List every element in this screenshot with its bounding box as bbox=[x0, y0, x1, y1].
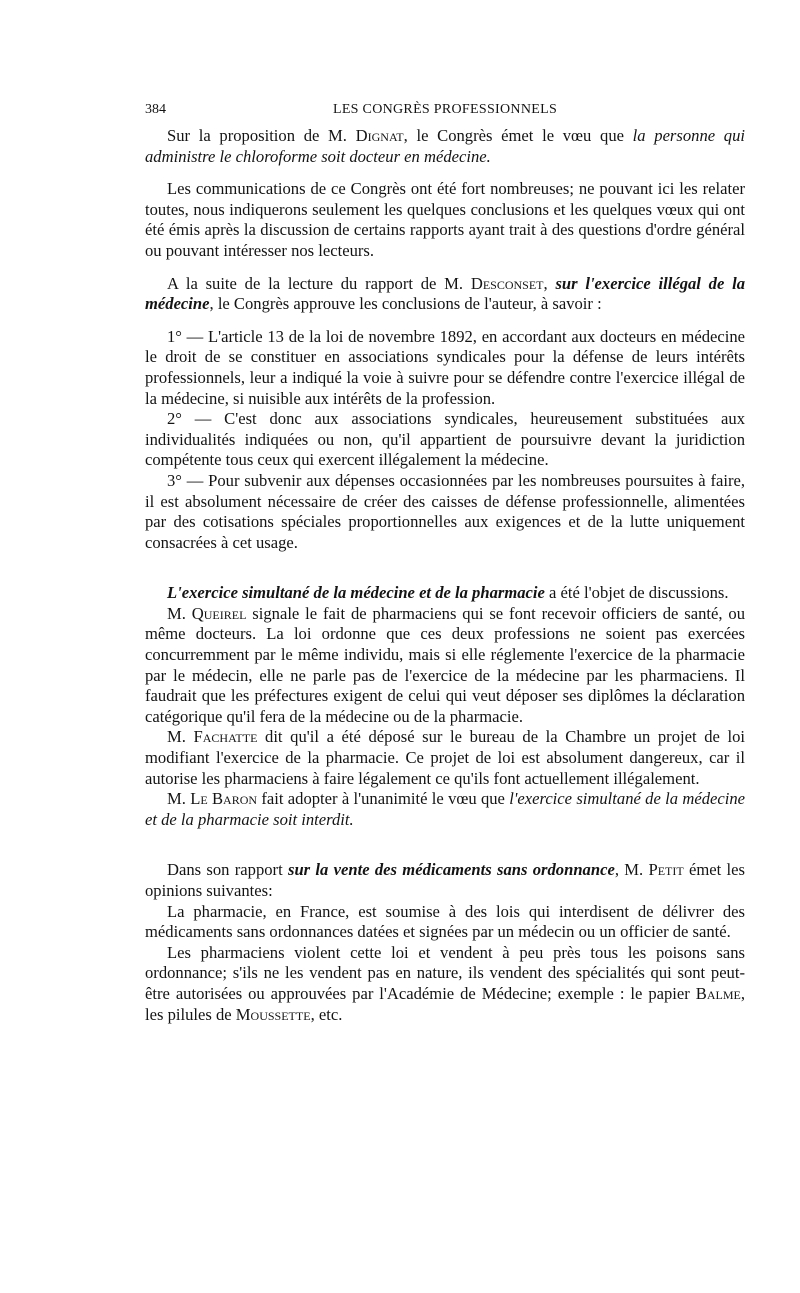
person-name: Le Baron bbox=[190, 789, 258, 809]
page-number: 384 bbox=[145, 102, 166, 117]
text-run: , M. bbox=[614, 860, 649, 880]
text-run: dit qu'il a été déposé sur le bureau de la Chambre un projet de loi modifiant l'exercice de la pharmacie. Ce projet de loi est absolument dangereux, car il autorise les pharmaciens à faire légalement ce qu'ils font actuellement illégalement. bbox=[145, 727, 745, 788]
running-title: LES CONGRÈS PROFESSIONNELS bbox=[332, 102, 558, 117]
paragraph-queirel bbox=[145, 604, 745, 728]
text-run: A la suite de la lecture du rapport de M. bbox=[167, 273, 471, 293]
paragraph-le-baron bbox=[145, 789, 745, 830]
person-name: Dignat bbox=[355, 126, 404, 145]
text-run: Dans son rapport bbox=[167, 860, 288, 880]
person-name: Queirel bbox=[191, 603, 247, 623]
paragraph-fachatte bbox=[145, 727, 745, 789]
text-run: émet les opinions suivantes: bbox=[145, 860, 745, 900]
paragraph-pharmacie-france: La pharmacie, en France, est soumise à des lois qui interdisent de délivrer des médicaments sans ordonnances datées et signées par un médecin ou un officier de santé. bbox=[145, 901, 745, 942]
text-run: , le Congrès émet le vœu que bbox=[403, 126, 633, 145]
text-run: Les pharmaciens violent cette loi et vendent à peu près tous les poisons sans ordonnance; s'ils ne les vendent pas en nature, ils vendent des spécialités qui sont peut-être autorisées ou approuvées par l'Académie de Médecine; exemple : le papier bbox=[145, 942, 745, 1003]
person-name: Fachatte bbox=[193, 727, 258, 747]
conclusion-2: 2° — C'est donc aux associations syndicales, heureusement substituées aux individualités indiquées ou non, qu'il appartient de poursuivre devant la juridiction compétente tous ceux qui exercent illégalement la médecine. bbox=[145, 409, 745, 470]
text-run: a été l'objet de discussions. bbox=[544, 583, 729, 603]
paragraph-exercice-simultane bbox=[145, 583, 745, 604]
italic-phrase: la personne qui administre le chloroforme soit docteur en médecine. bbox=[145, 126, 745, 166]
person-name: Desconset bbox=[470, 273, 544, 293]
italic-phrase: l'exercice simultané de la médecine et de la pharmacie soit interdit. bbox=[145, 789, 745, 829]
conclusion-3: 3° — Pour subvenir aux dépenses occasionnées par les nombreuses poursuites à faire, il est absolument nécessaire de créer des caisses de défense professionnelle, alimentées par des cotisations spéciales proportionnelles aux exigences et de la lutte uniquement consacrées à cet usage. bbox=[145, 470, 745, 552]
text-run: M. bbox=[167, 727, 194, 747]
page-header bbox=[145, 100, 745, 120]
text-run: , les pilules de bbox=[145, 983, 745, 1024]
text-run: , etc. bbox=[310, 1004, 343, 1024]
page-body bbox=[145, 126, 745, 1025]
text-run: Sur la proposition de M. bbox=[167, 126, 356, 145]
text-run: M. bbox=[167, 789, 191, 809]
conclusion-1: 1° — L'article 13 de la loi de novembre 1892, en accordant aux docteurs en médecine le droit de se constituer en associations syndicales pour la défense de leurs intérêts professionnels, leur a indiqué la voie à suivre pour se défendre contre l'exercice illégal de la médecine, si nuisible aux intérêts de la profession. bbox=[145, 326, 745, 408]
paragraph-pharmaciens-violent bbox=[145, 943, 745, 1025]
italic-phrase: sur la vente des médicaments sans ordonnance bbox=[287, 860, 615, 880]
text-run: fait adopter à l'unanimité le vœu que bbox=[257, 789, 510, 809]
text-run: , le Congrès approuve les conclusions de l'auteur, à savoir : bbox=[209, 294, 602, 314]
person-name: Petit bbox=[648, 860, 684, 880]
italic-phrase: sur l'exercice illégal de la médecine bbox=[145, 273, 746, 314]
paragraph-dignat bbox=[145, 126, 745, 167]
brand-name: Balme bbox=[695, 983, 741, 1003]
text-run: M. bbox=[167, 603, 192, 623]
text-run: signale le fait de pharmaciens qui se font recevoir officiers de santé, ou même docteurs. La loi ordonne que ces deux professions ne soient pas exercées concurremment par le même individu, mais si elle réglemente l'exercice de la pharmacie par le médecin, elle ne parle pas de l'exercice de la médecine par les pharmaciens. Il faudrait que les préfectures exigent de celui qui veut déposer ses diplômes la déclaration catégorique qu'il fera de la médecine ou de la pharmacie. bbox=[145, 603, 745, 726]
paragraph-desconset bbox=[145, 274, 745, 315]
text-run: , bbox=[543, 273, 556, 293]
paragraph-communications: Les communications de ce Congrès ont été fort nombreuses; ne pouvant ici les relater toutes, nous indiquerons seulement les quelques conclusions et les quelques vœux qui ont été émis après la discussion de certains rapports ayant trait à des questions d'ordre général ou pouvant intéresser nos lecteurs. bbox=[145, 179, 745, 260]
italic-phrase: L'exercice simultané de la médecine et de la pharmacie bbox=[167, 583, 545, 603]
paragraph-petit bbox=[145, 860, 745, 901]
brand-name: Moussette bbox=[235, 1004, 311, 1024]
